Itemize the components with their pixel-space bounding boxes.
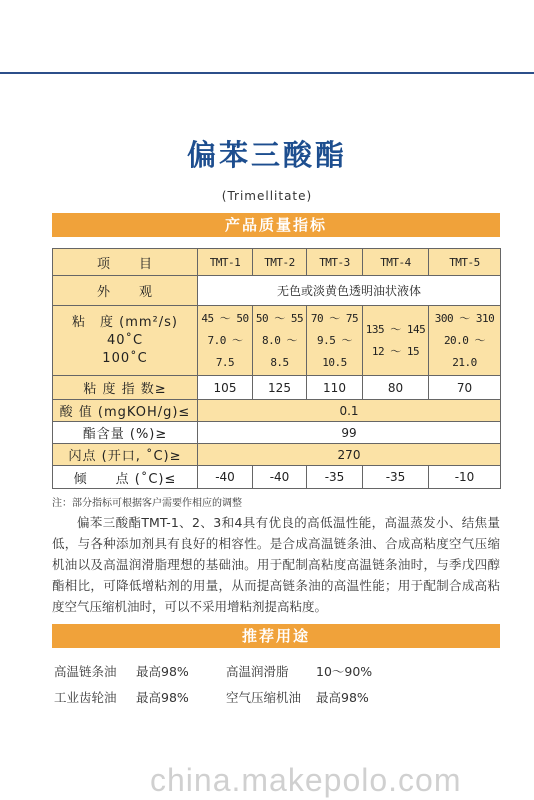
ester-content-label: 酯含量 (%)≥ [53,422,198,444]
viscosity-40-value: 70 ～ 75 [310,311,359,325]
list-item [54,662,502,688]
uses-list [54,662,502,714]
appearance-value: 无色或淡黄色透明油状液体 [198,276,501,306]
viscosity-label-cell [53,306,198,376]
flash-point-label: 闪点 (开口, ˚C)≥ [53,444,198,466]
viscosity-label: 粘 度 (mm²/s) [72,314,178,330]
viscosity-100-value: 7.0 ～ 7.5 [207,333,243,369]
viscosity-index-value: 80 [363,376,429,400]
pour-point-value: -40 [198,466,253,489]
use-value: 最高98% [136,664,189,679]
site-watermark: china.makepolo.com [150,762,462,798]
table-row [53,376,501,400]
table-row [53,400,501,422]
table-note: 注：部分指标可根据客户需要作相应的调整 [52,498,242,509]
viscosity-cell [429,306,501,376]
page-subtitle: (Trimellitate) [221,189,313,203]
header-grade: TMT-5 [429,249,501,276]
viscosity-index-label: 粘 度 指 数≥ [53,376,198,400]
viscosity-cell [198,306,253,376]
viscosity-cell [307,306,363,376]
pour-point-value: -40 [253,466,307,489]
viscosity-cell [363,306,429,376]
viscosity-100-value: 8.0 ～ 8.5 [262,333,297,369]
viscosity-temp-100: 100˚C [102,350,148,366]
use-value: 最高98% [316,690,369,705]
viscosity-100-value: 12 ～ 15 [371,344,420,358]
viscosity-100-value: 20.0 ～ 21.0 [443,333,486,369]
viscosity-index-value: 105 [198,376,253,400]
list-item [54,688,502,714]
use-value: 最高98% [136,690,189,705]
table-row [53,276,501,306]
header-item: 项 目 [53,249,198,276]
table-row [53,306,501,376]
viscosity-index-value: 70 [429,376,501,400]
viscosity-40-value: 50 ～ 55 [255,311,304,325]
acid-value-label: 酸 值 (mgKOH/g)≤ [53,400,198,422]
pour-point-label: 倾 点 (˚C)≤ [53,466,198,489]
top-divider [0,72,534,74]
pour-point-value: -35 [307,466,363,489]
pour-point-value: -35 [363,466,429,489]
viscosity-40-value: 45 ～ 50 [201,311,249,325]
flash-point-value: 270 [198,444,501,466]
spec-table [52,248,501,489]
table-row [53,444,501,466]
quality-banner: 产品质量指标 [52,213,500,237]
table-header-row [53,249,501,276]
pour-point-value: -10 [429,466,501,489]
table-row [53,466,501,489]
viscosity-100-value: 9.5 ～ 10.5 [317,333,352,369]
header-grade: TMT-3 [307,249,363,276]
viscosity-index-value: 125 [253,376,307,400]
viscosity-cell [253,306,307,376]
use-name: 高温润滑脂 [226,664,289,679]
viscosity-temp-40: 40˚C [106,332,144,348]
use-value: 10～90% [316,664,373,679]
header-grade: TMT-1 [198,249,253,276]
viscosity-40-value: 135 ～ 145 [365,322,426,336]
uses-banner: 推荐用途 [52,624,500,648]
product-description: 偏苯三酸酯TMT-1、2、3和4具有优良的高低温性能，高温蒸发小、结焦量低，与各种添加剂具有良好的相容性。是合成高温链条油、合成高粘度空气压缩机油以及高温润滑脂理想的基础油。用于配制高粘度高温链条油时，与季戊四醇酯相比，可降低增粘剂的用量，从而提高链条油的高温性能；用于配制合成高粘度空气压缩机油时，可以不采用增粘剂提高粘度。 [52,515,500,614]
appearance-label: 外 观 [53,276,198,306]
use-name: 高温链条油 [54,664,117,679]
viscosity-index-value: 110 [307,376,363,400]
header-grade: TMT-2 [253,249,307,276]
table-row [53,422,501,444]
use-name: 工业齿轮油 [54,690,117,705]
ester-content-value: 99 [198,422,501,444]
viscosity-40-value: 300 ～ 310 [434,311,495,325]
acid-value: 0.1 [198,400,501,422]
page-title: 偏苯三酸酯 [186,138,347,172]
use-name: 空气压缩机油 [226,690,302,705]
header-grade: TMT-4 [363,249,429,276]
